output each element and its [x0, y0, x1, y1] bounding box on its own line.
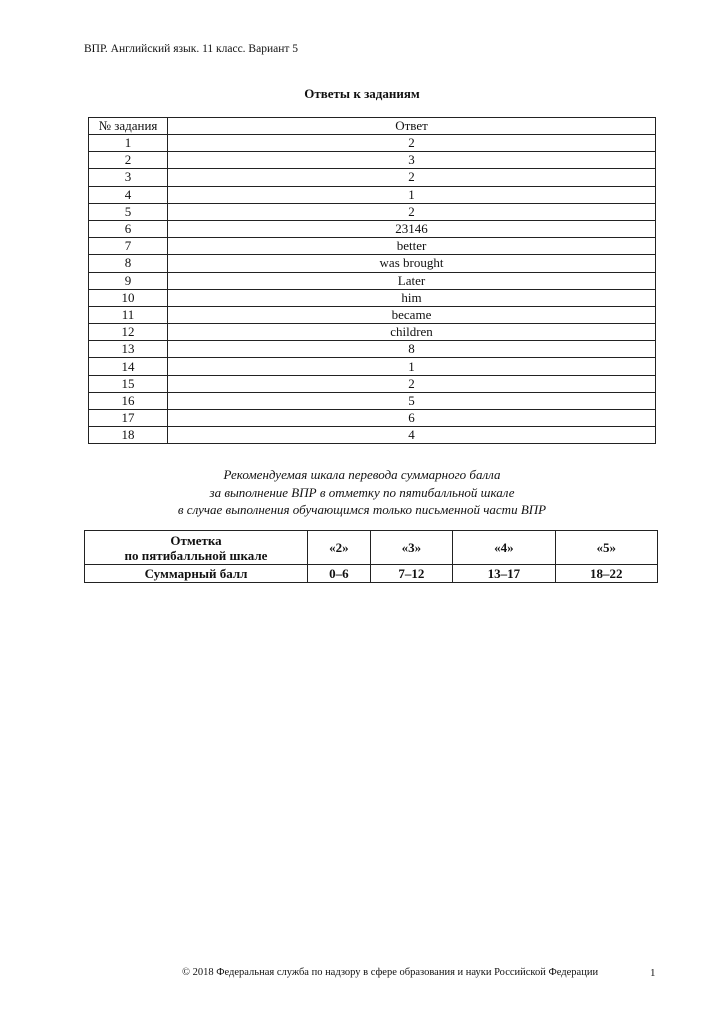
task-number-cell: 9 — [89, 272, 168, 289]
answer-cell: Later — [168, 272, 656, 289]
table-row — [89, 186, 656, 203]
task-number-cell: 6 — [89, 220, 168, 237]
answer-cell: 6 — [168, 410, 656, 427]
score-range-cell: 7–12 — [370, 565, 453, 583]
task-number-cell: 17 — [89, 410, 168, 427]
grading-scale-table — [84, 530, 658, 583]
answer-cell: became — [168, 306, 656, 323]
score-row — [85, 565, 658, 583]
table-row — [89, 306, 656, 323]
answer-cell: 1 — [168, 186, 656, 203]
scale-caption — [0, 466, 724, 519]
table-row — [89, 169, 656, 186]
table-row — [89, 289, 656, 306]
task-number-cell: 5 — [89, 203, 168, 220]
score-range-cell: 18–22 — [555, 565, 657, 583]
score-range-cell: 0–6 — [308, 565, 371, 583]
answer-cell: 2 — [168, 375, 656, 392]
score-range-cell: 13–17 — [453, 565, 555, 583]
page-number: 1 — [650, 967, 656, 979]
task-number-cell: 12 — [89, 324, 168, 341]
task-number-cell: 11 — [89, 306, 168, 323]
grade-cell: «5» — [555, 531, 657, 565]
grade-label-line-1: Отметка — [170, 532, 222, 548]
task-number-header: № задания — [89, 118, 168, 135]
grade-cell: «2» — [308, 531, 371, 565]
task-number-cell: 14 — [89, 358, 168, 375]
table-row — [89, 392, 656, 409]
table-row — [89, 427, 656, 444]
table-row — [89, 220, 656, 237]
score-row-label: Суммарный балл — [85, 565, 308, 583]
scale-caption-line-2: за выполнение ВПР в отметку по пятибалльной шкале — [209, 484, 515, 500]
answer-cell: him — [168, 289, 656, 306]
answer-cell: 2 — [168, 135, 656, 152]
table-row — [89, 238, 656, 255]
scale-caption-line-1: Рекомендуемая шкала перевода суммарного балла — [223, 467, 501, 482]
task-number-cell: 13 — [89, 341, 168, 358]
table-row — [89, 341, 656, 358]
task-number-cell: 2 — [89, 152, 168, 169]
task-number-cell: 15 — [89, 375, 168, 392]
answer-cell: 5 — [168, 392, 656, 409]
page-title: Ответы к заданиям — [304, 86, 420, 101]
answer-cell: 2 — [168, 169, 656, 186]
copyright-footer: © 2018 Федеральная служба по надзору в сфере образования и науки Российской Федерации — [182, 967, 599, 978]
answer-cell: 3 — [168, 152, 656, 169]
task-number-cell: 8 — [89, 255, 168, 272]
table-row — [89, 255, 656, 272]
table-row — [89, 358, 656, 375]
answer-header: Ответ — [168, 118, 656, 135]
grade-row-label — [85, 531, 308, 565]
table-row — [89, 152, 656, 169]
answer-cell: children — [168, 324, 656, 341]
answers-table-header-row — [89, 118, 656, 135]
table-row — [89, 272, 656, 289]
table-row — [89, 410, 656, 427]
document-header: ВПР. Английский язык. 11 класс. Вариант 5 — [84, 43, 299, 55]
task-number-cell: 18 — [89, 427, 168, 444]
answer-cell: better — [168, 238, 656, 255]
table-row — [89, 324, 656, 341]
task-number-cell: 3 — [89, 169, 168, 186]
grade-cell: «3» — [370, 531, 453, 565]
table-row — [89, 135, 656, 152]
answer-cell: 1 — [168, 358, 656, 375]
table-row — [89, 375, 656, 392]
answers-table — [88, 117, 656, 444]
answers-table-body — [89, 135, 656, 444]
answer-cell: 23146 — [168, 220, 656, 237]
answer-cell: 2 — [168, 203, 656, 220]
grade-cell: «4» — [453, 531, 555, 565]
grade-label-line-2: по пятибалльной шкале — [124, 547, 268, 563]
table-row — [89, 203, 656, 220]
answer-cell: 4 — [168, 427, 656, 444]
task-number-cell: 10 — [89, 289, 168, 306]
answer-cell: was brought — [168, 255, 656, 272]
task-number-cell: 7 — [89, 238, 168, 255]
grade-row — [85, 531, 658, 565]
task-number-cell: 16 — [89, 392, 168, 409]
task-number-cell: 1 — [89, 135, 168, 152]
answer-cell: 8 — [168, 341, 656, 358]
task-number-cell: 4 — [89, 186, 168, 203]
scale-caption-line-3: в случае выполнения обучающимся только письменной части ВПР — [177, 502, 547, 517]
